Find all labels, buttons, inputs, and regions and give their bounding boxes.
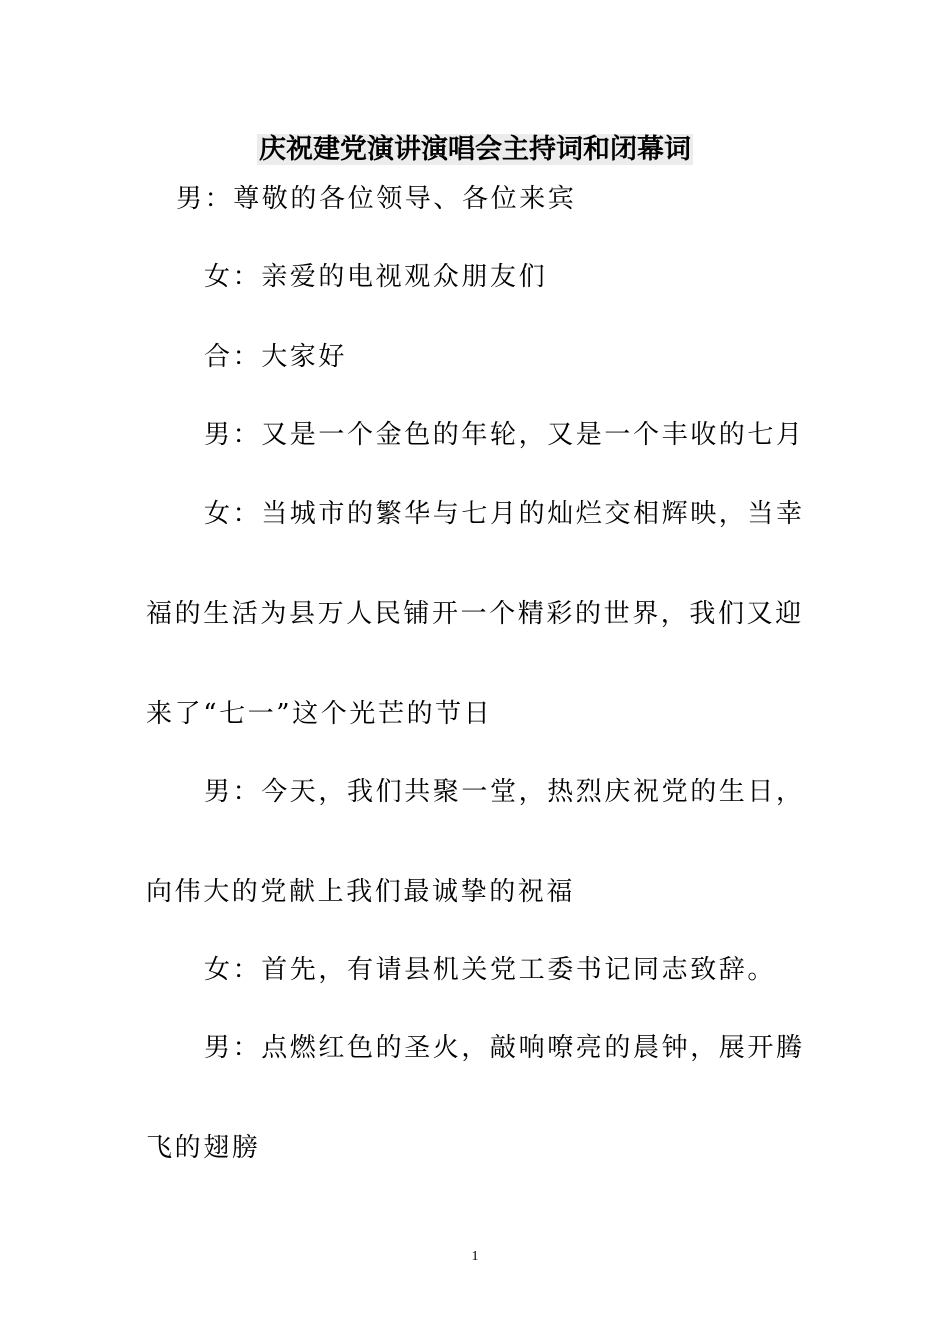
paragraph-line: 女：首先，有请县机关党工委书记同志致辞。 <box>204 955 777 985</box>
paragraph-line: 飞的翅膀 <box>146 1133 261 1163</box>
paragraph-line: 男：又是一个金色的年轮，又是一个丰收的七月 <box>204 420 805 450</box>
page-number: 1 <box>471 1249 479 1264</box>
paragraph-line: 向伟大的党献上我们最诚挚的祝福 <box>146 877 576 907</box>
paragraph-line: 福的生活为县万人民铺开一个精彩的世界，我们又迎 <box>146 599 804 629</box>
paragraph-line: 合：大家好 <box>204 342 348 372</box>
document-title <box>0 132 950 168</box>
paragraph-line: 来了“七一”这个光芒的节日 <box>146 699 493 729</box>
paragraph-line: 男：今天，我们共聚一堂，热烈庆祝党的生日， <box>204 777 805 807</box>
document-title-text: 庆祝建党演讲演唱会主持词和闭幕词 <box>259 134 691 165</box>
paragraph-line: 女：当城市的繁华与七月的灿烂交相辉映，当幸 <box>204 499 805 529</box>
paragraph-line: 男：点燃红色的圣火，敲响嘹亮的晨钟，展开腾 <box>204 1033 805 1063</box>
paragraph-line: 女：亲爱的电视观众朋友们 <box>204 262 548 292</box>
paragraph-line: 男：尊敬的各位领导、各位来宾 <box>176 184 577 214</box>
